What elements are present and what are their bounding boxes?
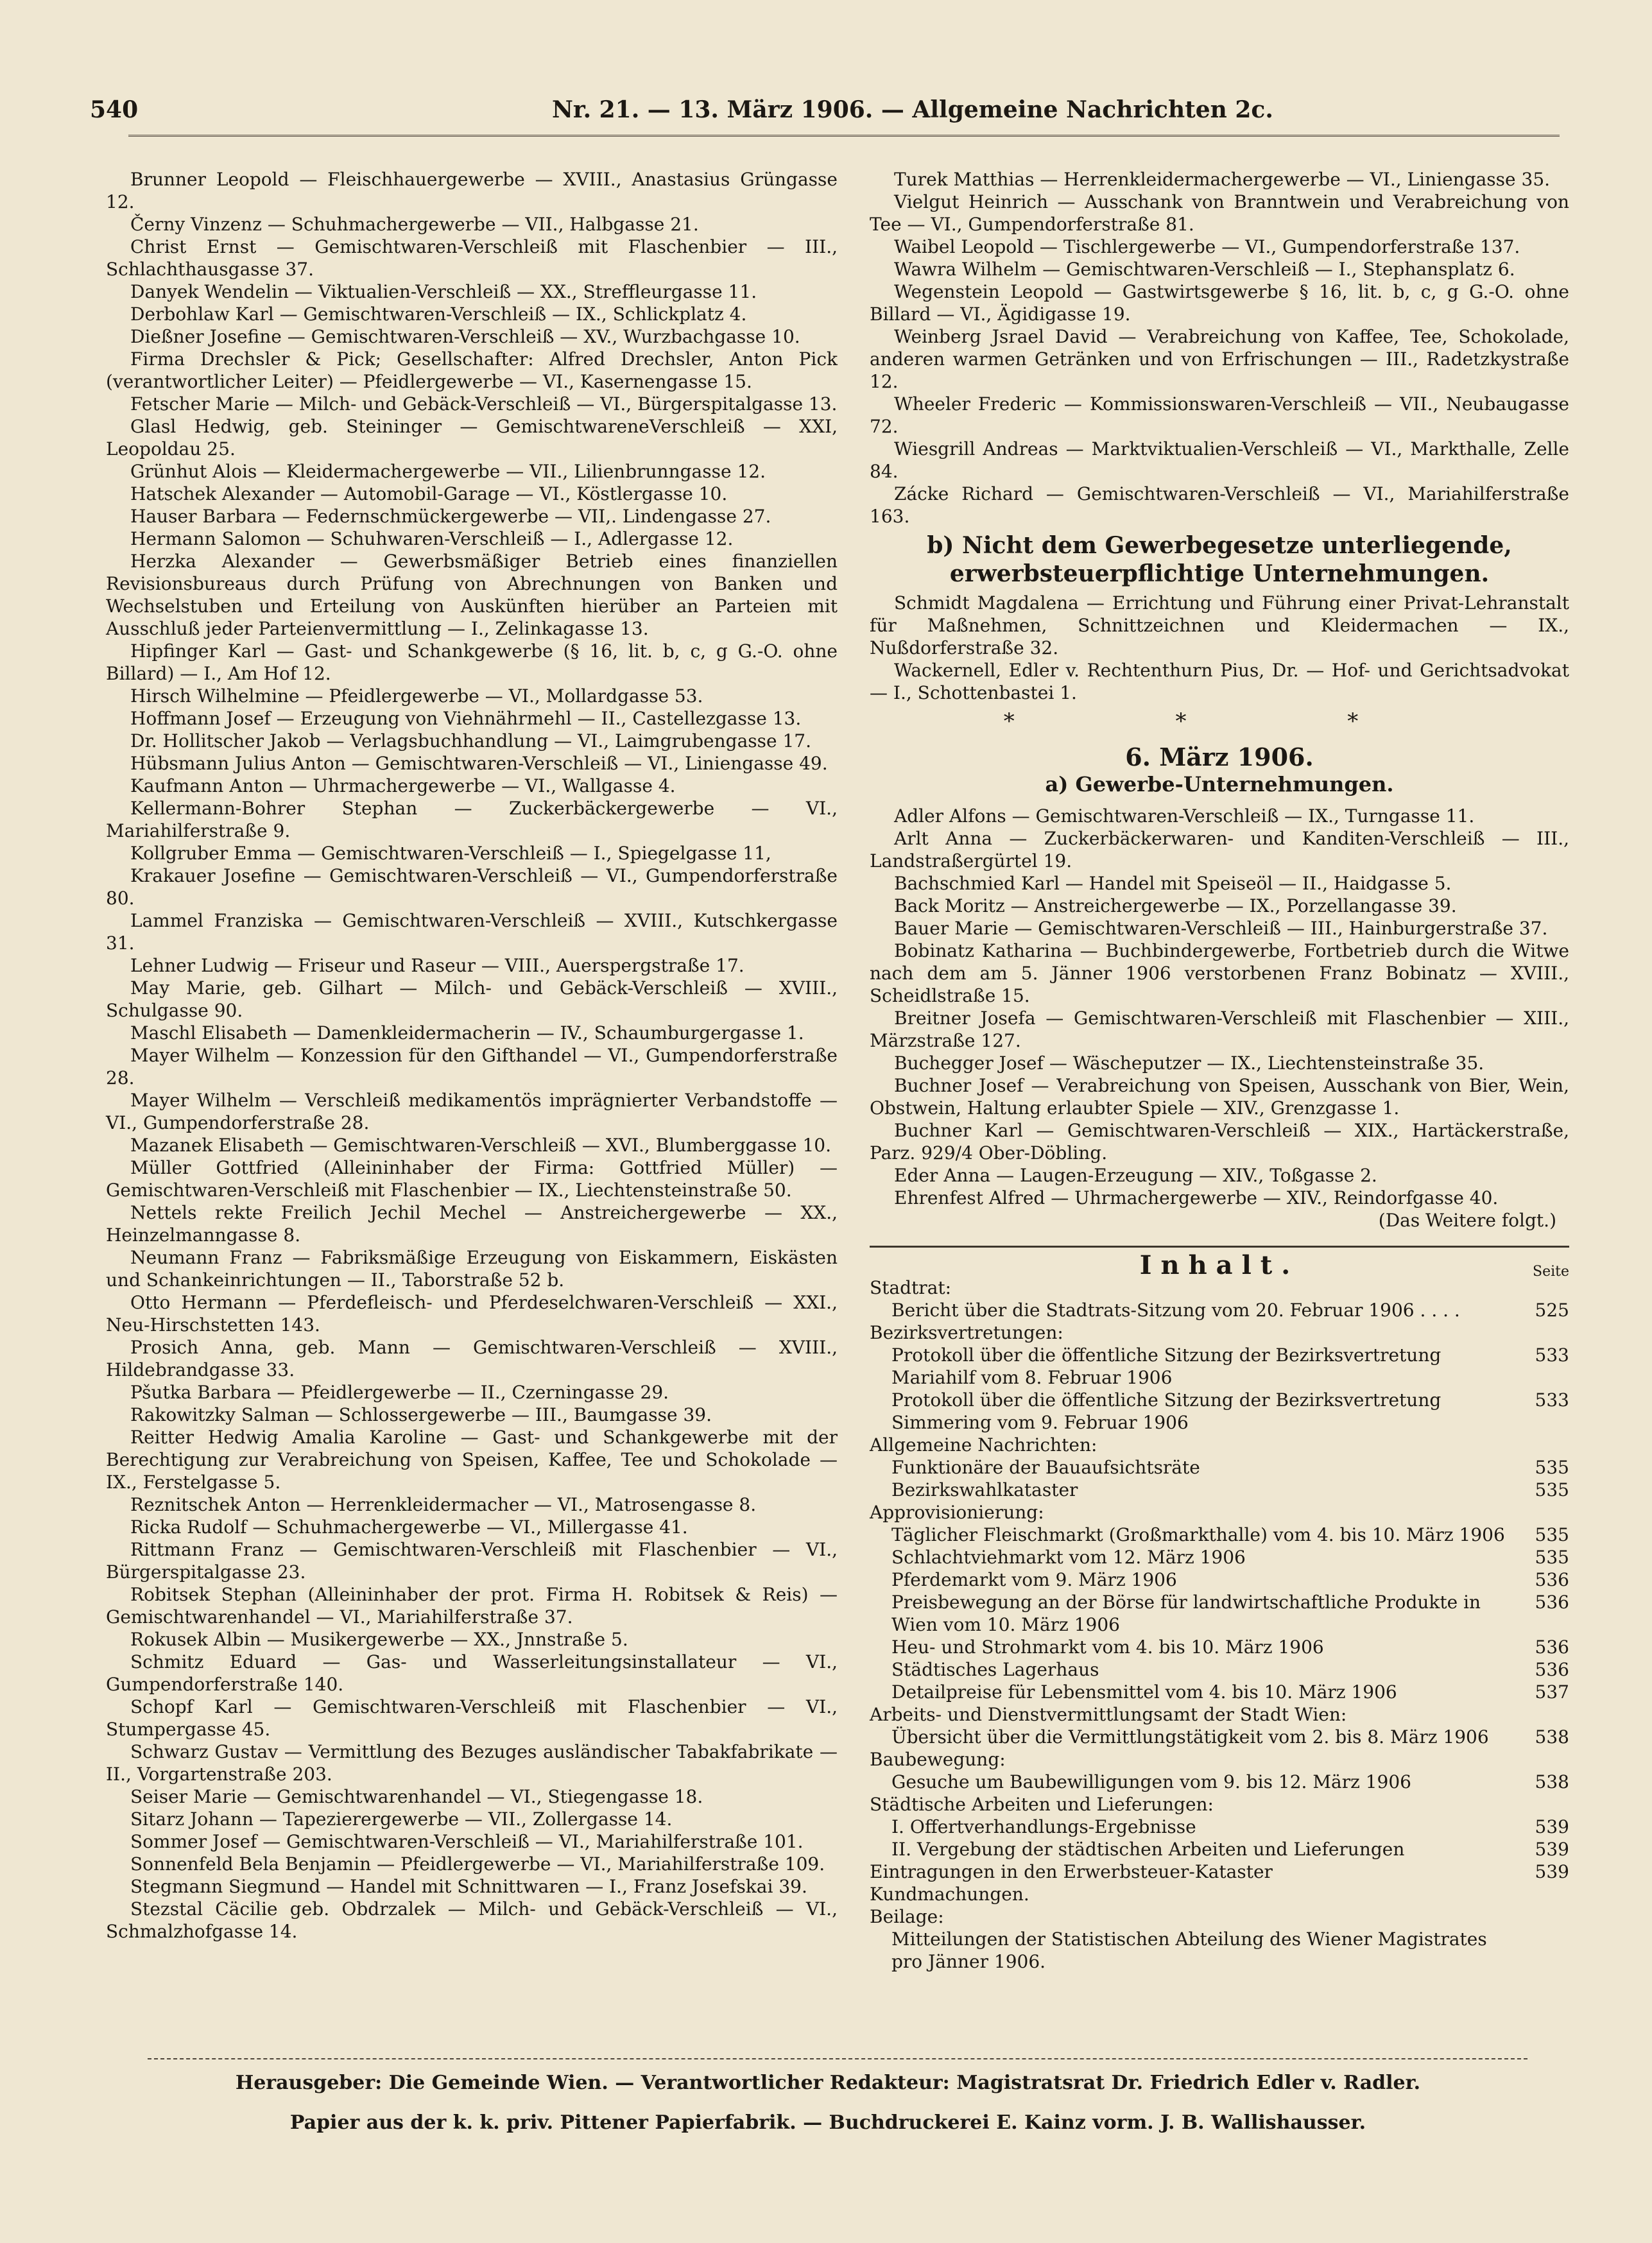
toc-entry: [870, 1816, 1569, 1838]
toc-entry-text: Gesuche um Baubewilligungen vom 9. bis 12. März 1906: [891, 1771, 1411, 1792]
list-item: Bachschmied Karl — Handel mit Speiseöl — II., Haidgasse 5.: [894, 873, 1452, 894]
list-item: Arlt Anna — Zuckerbäckerwaren- und Kanditen-Verschleiß — III., Landstraßergürtel 19.: [870, 828, 1569, 872]
list-item: Bobinatz Katharina — Buchbindergewerbe, Fortbetrieb durch die Witwe nach dem am 5. Jänner 1906 verstorbenen Franz Bobinatz — XVIII., Scheidlstraße 15.: [870, 940, 1569, 1006]
list-item: Hirsch Wilhelmine — Pfeidlergewerbe — VI., Mollardgasse 53.: [130, 685, 703, 707]
toc-entry-text: Bericht über die Stadtrats-Sitzung vom 20. Februar 1906 . . . .: [891, 1300, 1460, 1321]
list-item: Mayer Wilhelm — Konzession für den Gifthandel — VI., Gumpendorferstraße 28.: [106, 1045, 838, 1088]
toc-entry-text: Protokoll über die öffentliche Sitzung der Bezirksvertretung Mariahilf vom 8. Februar 1906: [891, 1345, 1441, 1388]
list-item: Mazanek Elisabeth — Gemischtwaren-Verschleiß — XVI., Blumberggasse 10.: [130, 1135, 831, 1156]
list-item: Vielgut Heinrich — Ausschank von Branntwein und Verabreichung von Tee — VI., Gumpendorferstraße 81.: [870, 191, 1569, 235]
toc-entry-text: Heu- und Strohmarkt vom 4. bis 10. März 1906: [891, 1637, 1324, 1658]
toc-entry: [870, 1928, 1569, 1973]
list-item: Hauser Barbara — Federnschmückergewerbe — VII,. Lindengasse 27.: [130, 506, 771, 527]
list-item: Back Moritz — Anstreichergewerbe — IX., Porzellangasse 39.: [894, 895, 1457, 916]
list-item: Wheeler Frederic — Kommissionswaren-Verschleiß — VII., Neubaugasse 72.: [870, 393, 1569, 437]
list-item: Schmitz Eduard — Gas- und Wasserleitungsinstallateur — VI., Gumpendorferstraße 140.: [106, 1651, 838, 1695]
list-item: Rakowitzky Salman — Schlossergewerbe — III., Baumgasse 39.: [130, 1404, 712, 1425]
toc-entry: [870, 1344, 1569, 1389]
toc-category: [870, 1703, 1569, 1726]
toc-category: [870, 1276, 1569, 1299]
toc-entry: [870, 1838, 1569, 1861]
toc-category-label: Baubewegung:: [870, 1749, 1006, 1770]
list-item: Kaufmann Anton — Uhrmachergewerbe — VI., Wallgasse 4.: [130, 775, 676, 796]
list-item: Stegmann Siegmund — Handel mit Schnittwaren — I., Franz Josefskai 39.: [130, 1876, 807, 1897]
toc-category-label: Approvisionierung:: [870, 1502, 1044, 1523]
list-item: Weinberg Jsrael David — Verabreichung von Kaffee, Tee, Schokolade, anderen warmen Getränken und von Erfrischungen — III., Radetzkystraße 12.: [870, 326, 1569, 392]
toc-entry-text: Detailpreise für Lebensmittel vom 4. bis 10. März 1906: [891, 1681, 1397, 1703]
toc-entry: [870, 1299, 1569, 1321]
toc-page-number: 537: [1535, 1681, 1569, 1703]
toc-title-text: Inhalt.: [1139, 1250, 1300, 1280]
toc-entry: [870, 1636, 1569, 1658]
list-item: Christ Ernst — Gemischtwaren-Verschleiß mit Flaschenbier — III., Schlachthausgasse 37.: [106, 236, 838, 280]
toc-entry-text: Mitteilungen der Statistischen Abteilung des Wiener Magistrates pro Jänner 1906.: [891, 1929, 1487, 1972]
list-item: Hübsmann Julius Anton — Gemischtwaren-Verschleiß — VI., Liniengasse 49.: [130, 753, 828, 774]
list-item: Eder Anna — Laugen-Erzeugung — XIV., Toßgasse 2.: [894, 1165, 1377, 1186]
list-item: Lammel Franziska — Gemischtwaren-Verschleiß — XVIII., Kutschkergasse 31.: [106, 910, 838, 954]
toc-entry: [870, 1456, 1569, 1479]
list-item: Grünhut Alois — Kleidermachergewerbe — VII., Lilienbrunngasse 12.: [130, 461, 766, 482]
list-item: Buchner Josef — Verabreichung von Speisen, Ausschank von Bier, Wein, Obstwein, Haltung erlaubter Spiele — XIV., Grenzgasse 1.: [870, 1075, 1569, 1119]
list-item: Brunner Leopold — Fleischhauergewerbe — XVIII., Anastasius Grüngasse 12.: [106, 169, 838, 212]
list-item: Rokusek Albin — Musikergewerbe — XX., Jnnstraße 5.: [130, 1629, 628, 1650]
list-item: Buchegger Josef — Wäscheputzer — IX., Liechtensteinstraße 35.: [894, 1053, 1484, 1074]
toc-category: [870, 1321, 1569, 1344]
toc-entry: [870, 1546, 1569, 1568]
list-item: Lehner Ludwig — Friseur und Raseur — VIII., Auerspergstraße 17.: [130, 955, 744, 976]
list-item: Mayer Wilhelm — Verschleiß medikamentös imprägnierter Verbandstoffe — VI., Gumpendorferstraße 28.: [106, 1090, 838, 1133]
list-item: Krakauer Josefine — Gemischtwaren-Verschleiß — VI., Gumpendorferstraße 80.: [106, 865, 838, 909]
list-item: Adler Alfons — Gemischtwaren-Verschleiß — IX., Turngasse 11.: [894, 805, 1475, 827]
toc-category-label: Städtische Arbeiten und Lieferungen:: [870, 1794, 1214, 1815]
list-item: Buchner Karl — Gemischtwaren-Verschleiß — XIX., Hartäckerstraße, Parz. 929/4 Ober-Döbling.: [870, 1120, 1569, 1164]
toc-page-number: 539: [1535, 1861, 1569, 1882]
list-item: May Marie, geb. Gilhart — Milch- und Gebäck-Verschleiß — XVIII., Schulgasse 90.: [106, 977, 838, 1021]
toc-category: [870, 1883, 1569, 1905]
toc-entry-text: Übersicht über die Vermittlungstätigkeit vom 2. bis 8. März 1906: [891, 1726, 1489, 1748]
toc-entry-text: Preisbewegung an der Börse für landwirtschaftliche Produkte in Wien vom 10. März 1906: [891, 1592, 1481, 1635]
continued-note: (Das Weitere folgt.): [1378, 1210, 1556, 1231]
list-item: Reitter Hedwig Amalia Karoline — Gast- und Schankgewerbe mit der Berechtigung zur Verabreichung von Speisen, Kaffee, Tee und Schokolade — IX., Ferstelgasse 5.: [106, 1427, 838, 1493]
toc-page-number: 536: [1535, 1637, 1569, 1658]
list-item: Glasl Hedwig, geb. Steininger — GemischtwareneVerschleiß — XXI, Leopoldau 25.: [106, 416, 838, 460]
toc-page-number: 538: [1535, 1726, 1569, 1748]
list-item: Černy Vinzenz — Schuhmachergewerbe — VII., Halbgasse 21.: [130, 214, 699, 235]
toc-seite-label: Seite: [1533, 1264, 1569, 1280]
toc-category-label: Eintragungen in den Erwerbsteuer-Kataster: [870, 1861, 1273, 1882]
list-item: Dr. Hollitscher Jakob — Verlagsbuchhandlung — VI., Laimgrubengasse 17.: [130, 730, 812, 752]
list-item: Wawra Wilhelm — Gemischtwaren-Verschleiß — I., Stephansplatz 6.: [894, 259, 1515, 280]
toc-entry-text: Bezirkswahlkataster: [891, 1479, 1078, 1500]
toc-category-label: Kundmachungen.: [870, 1884, 1029, 1905]
section-a-entries: [870, 805, 1569, 1209]
toc-page-number: 533: [1535, 1389, 1569, 1411]
toc-entry: [870, 1681, 1569, 1703]
list-item: Schmidt Magdalena — Errichtung und Führung einer Privat-Lehranstalt für Maßnehmen, Schnittzeichnen und Kleidermachen — IX., Nußdorferstraße 32.: [870, 592, 1569, 658]
toc-entry: [870, 1771, 1569, 1793]
toc-category-label: Allgemeine Nachrichten:: [870, 1434, 1097, 1456]
section-a-title: a) Gewerbe-Unternehmungen.: [1045, 772, 1394, 796]
toc-page-number: 535: [1535, 1524, 1569, 1545]
toc-entry: [870, 1591, 1569, 1636]
running-head: Nr. 21. — 13. März 1906. — Allgemeine Nachrichten 2c.: [552, 96, 1273, 123]
list-item: Ricka Rudolf — Schuhmachergewerbe — VI., Millergasse 41.: [130, 1517, 688, 1538]
list-item: Herzka Alexander — Gewerbsmäßiger Betrieb eines finanziellen Revisionsbureaus durch Prüfung von Abrechnungen von Banken und Wechselstuben und Erteilung von Auskünften hierüber an Parteien mit Ausschluß jeder Parteienvermittlung — I., Zelinkagasse 13.: [106, 551, 838, 639]
toc-category: [870, 1748, 1569, 1771]
list-item: Seiser Marie — Gemischtwarenhandel — VI., Stiegengasse 18.: [130, 1786, 703, 1807]
list-item: Firma Drechsler & Pick; Gesellschafter: Alfred Drechsler, Anton Pick (verantwortlicher Leiter) — Pfeidlergewerbe — VI., Kasernengasse 15.: [106, 348, 838, 392]
list-item: Dießner Josefine — Gemischtwaren-Verschleiß — XV., Wurzbachgasse 10.: [130, 326, 800, 347]
toc-entry-text: Täglicher Fleischmarkt (Großmarkthalle) vom 4. bis 10. März 1906: [891, 1524, 1505, 1545]
list-item: Ehrenfest Alfred — Uhrmachergewerbe — XIV., Reindorfgasse 40.: [894, 1187, 1499, 1208]
toc-entry: [870, 1524, 1569, 1546]
toc-entry-text: II. Vergebung der städtischen Arbeiten und Lieferungen: [891, 1839, 1405, 1860]
footer-publisher: Herausgeber: Die Gemeinde Wien. — Verantwortlicher Redakteur: Magistratsrat Dr. Friedrich Edler v. Radler.: [235, 2072, 1421, 2094]
list-item: Zácke Richard — Gemischtwaren-Verschleiß — VI., Mariahilferstraße 163.: [870, 483, 1569, 527]
list-item: Reznitschek Anton — Herrenkleidermacher — VI., Matrosengasse 8.: [130, 1494, 757, 1515]
list-item: Kollgruber Emma — Gemischtwaren-Verschleiß — I., Spiegelgasse 11,: [130, 843, 771, 864]
list-item: Hermann Salomon — Schuhwaren-Verschleiß — I., Adlergasse 12.: [130, 528, 734, 549]
footer-printer: Papier aus der k. k. priv. Pittener Papierfabrik. — Buchdruckerei E. Kainz vorm. J. B. Wallishausser.: [289, 2111, 1366, 2134]
list-item: Sommer Josef — Gemischtwaren-Verschleiß — VI., Mariahilferstraße 101.: [130, 1831, 804, 1852]
list-item: Otto Hermann — Pferdefleisch- und Pferdeselchwaren-Verschleiß — XXI., Neu-Hirschstetten 143.: [106, 1292, 838, 1336]
right-column: [870, 168, 1569, 1973]
page-number: 540: [90, 96, 139, 123]
footer-rule: [148, 2058, 1527, 2059]
toc-category: [870, 1905, 1569, 1928]
toc-page-number: 535: [1535, 1547, 1569, 1568]
toc-page-number: 535: [1535, 1457, 1569, 1478]
table-of-contents: [870, 1276, 1569, 1973]
list-item: Stezstal Cäcilie geb. Obdrzalek — Milch- und Gebäck-Verschleiß — VI., Schmalzhofgasse 14.: [106, 1898, 838, 1942]
toc-entry-text: Städtisches Lagerhaus: [891, 1659, 1099, 1680]
list-item: Maschl Elisabeth — Damenkleidermacherin — IV., Schaumburgergasse 1.: [130, 1022, 804, 1044]
left-column: [106, 168, 838, 1943]
list-item: Wegenstein Leopold — Gastwirtsgewerbe § 16, lit. b, c, g G.-O. ohne Billard — VI., Ägidigasse 19.: [870, 281, 1569, 325]
list-item: Neumann Franz — Fabriksmäßige Erzeugung von Eiskammern, Eiskästen und Schankeinrichtungen — II., Taborstraße 52 b.: [106, 1247, 838, 1291]
toc-category-label: Bezirksvertretungen:: [870, 1322, 1063, 1343]
toc-page-number: 525: [1535, 1300, 1569, 1321]
toc-category-label: Stadtrat:: [870, 1277, 952, 1298]
list-item: Schopf Karl — Gemischtwaren-Verschleiß mit Flaschenbier — VI., Stumpergasse 45.: [106, 1696, 838, 1740]
toc-category-label: Beilage:: [870, 1906, 944, 1927]
toc-entry: [870, 1389, 1569, 1434]
toc-title: [870, 1250, 1569, 1280]
toc-page-number: 539: [1535, 1816, 1569, 1837]
list-item: Waibel Leopold — Tischlergewerbe — VI., Gumpendorferstraße 137.: [894, 236, 1520, 257]
toc-page-number: 535: [1535, 1479, 1569, 1500]
list-item: Wiesgrill Andreas — Marktviktualien-Verschleiß — VI., Markthalle, Zelle 84.: [870, 438, 1569, 482]
section-b-entries: [870, 592, 1569, 704]
toc-category: [870, 1501, 1569, 1524]
toc-entry: [870, 1658, 1569, 1681]
toc-entry: [870, 1726, 1569, 1748]
toc-entry-text: Schlachtviehmarkt vom 12. März 1906: [891, 1547, 1246, 1568]
toc-entry-text: Funktionäre der Bauaufsichtsräte: [891, 1457, 1200, 1478]
list-item: Hipfinger Karl — Gast- und Schankgewerbe (§ 16, lit. b, c, g G.-O. ohne Billard) — I., Am Hof 12.: [106, 640, 838, 684]
toc-page-number: 536: [1535, 1659, 1569, 1680]
toc-category-label: Arbeits- und Dienstvermittlungsamt der Stadt Wien:: [870, 1704, 1347, 1725]
toc-entry: [870, 1479, 1569, 1501]
toc-entry: [870, 1568, 1569, 1591]
list-item: Müller Gottfried (Alleininhaber der Firma: Gottfried Müller) — Gemischtwaren-Verschleiß mit Flaschenbier — IX., Liechtensteinstraße 50.: [106, 1157, 838, 1201]
list-item: Kellermann-Bohrer Stephan — Zuckerbäckergewerbe — VI., Mariahilferstraße 9.: [106, 798, 838, 841]
toc-entry-text: Protokoll über die öffentliche Sitzung der Bezirksvertretung Simmering vom 9. Februar 1906: [891, 1389, 1441, 1433]
toc-category: [870, 1861, 1569, 1883]
list-item: Sitarz Johann — Tapezierergewerbe — VII., Zollergasse 14.: [130, 1809, 673, 1830]
list-item: Sonnenfeld Bela Benjamin — Pfeidlergewerbe — VI., Mariahilferstraße 109.: [130, 1853, 825, 1875]
toc-page-number: 536: [1535, 1592, 1569, 1613]
section-b-title: b) Nicht dem Gewerbegesetze unterliegende, erwerbsteuerpflichtige Unternehmungen.: [927, 532, 1512, 587]
list-item: Bauer Marie — Gemischtwaren-Verschleiß — III., Hainburgerstraße 37.: [894, 918, 1548, 939]
list-item: Pšutka Barbara — Pfeidlergewerbe — II., Czerningasse 29.: [130, 1382, 669, 1403]
header-rule: [128, 135, 1560, 137]
right-entries-top: [870, 168, 1569, 528]
list-item: Robitsek Stephan (Alleininhaber der prot. Firma H. Robitsek & Reis) — Gemischtwarenhandel — VI., Mariahilferstraße 37.: [106, 1584, 838, 1628]
toc-category: [870, 1434, 1569, 1456]
list-item: Rittmann Franz — Gemischtwaren-Verschleiß mit Flaschenbier — VI., Bürgerspitalgasse 23.: [106, 1539, 838, 1583]
toc-page-number: 536: [1535, 1569, 1569, 1590]
toc-category: [870, 1793, 1569, 1816]
toc-separator: [870, 1246, 1569, 1248]
list-item: Hatschek Alexander — Automobil-Garage — VI., Köstlergasse 10.: [130, 483, 728, 504]
list-item: Nettels rekte Freilich Jechil Mechel — Anstreichergewerbe — XX., Heinzelmanngasse 8.: [106, 1202, 838, 1246]
list-item: Prosich Anna, geb. Mann — Gemischtwaren-Verschleiß — XVIII., Hildebrandgasse 33.: [106, 1337, 838, 1380]
list-item: Turek Matthias — Herrenkleidermachergewerbe — VI., Liniengasse 35.: [894, 169, 1551, 190]
list-item: Fetscher Marie — Milch- und Gebäck-Verschleiß — VI., Bürgerspitalgasse 13.: [130, 393, 838, 415]
list-item: Breitner Josefa — Gemischtwaren-Verschleiß mit Flaschenbier — XIII., Märzstraße 127.: [870, 1008, 1569, 1051]
list-item: Derbohlaw Karl — Gemischtwaren-Verschleiß — IX., Schlickplatz 4.: [130, 304, 747, 325]
list-item: Schwarz Gustav — Vermittlung des Bezuges ausländischer Tabakfabrikate — II., Vorgartenstraße 203.: [106, 1741, 838, 1785]
list-item: Danyek Wendelin — Viktualien-Verschleiß — XX., Streffleurgasse 11.: [130, 281, 757, 302]
toc-entry-text: Pferdemarkt vom 9. März 1906: [891, 1569, 1177, 1590]
list-item: Hoffmann Josef — Erzeugung von Viehnährmehl — II., Castellezgasse 13.: [130, 708, 802, 729]
list-item: Wackernell, Edler v. Rechtenthurn Pius, Dr. — Hof- und Gerichtsadvokat — I., Schottenbastei 1.: [870, 660, 1569, 703]
toc-entry-text: I. Offertverhandlungs-Ergebnisse: [891, 1816, 1196, 1837]
toc-page-number: 539: [1535, 1839, 1569, 1860]
section-stars: * * *: [1003, 709, 1436, 734]
date-heading: 6. März 1906.: [1125, 743, 1314, 771]
toc-page-number: 538: [1535, 1771, 1569, 1792]
page-header: [90, 96, 1566, 135]
toc-page-number: 533: [1535, 1345, 1569, 1366]
